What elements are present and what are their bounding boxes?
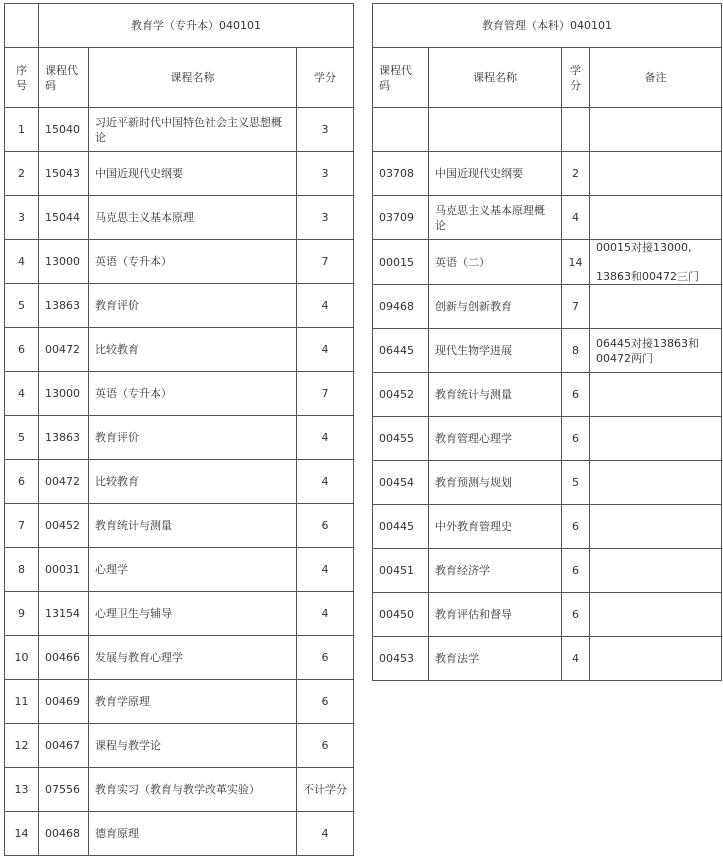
left-credit: 4 <box>297 460 354 504</box>
right-name: 教育统计与测量 <box>429 373 562 417</box>
right-note-line: 00015对接13000, <box>596 241 692 254</box>
left-seq: 7 <box>5 504 39 548</box>
left-row <box>5 328 354 372</box>
left-code: 07556 <box>39 768 89 812</box>
left-header-name: 课程名称 <box>89 48 297 108</box>
left-seq: 13 <box>5 768 39 812</box>
left-seq: 14 <box>5 812 39 856</box>
left-seq: 5 <box>5 416 39 460</box>
left-row <box>5 548 354 592</box>
right-code: 06445 <box>373 329 429 373</box>
left-credit: 4 <box>297 328 354 372</box>
left-name: 比较教育 <box>89 328 297 372</box>
left-seq: 5 <box>5 284 39 328</box>
left-seq: 2 <box>5 152 39 196</box>
left-header-credit: 学分 <box>297 48 354 108</box>
left-code: 13863 <box>39 284 89 328</box>
left-seq: 4 <box>5 372 39 416</box>
right-row <box>373 637 722 681</box>
left-code: 00469 <box>39 680 89 724</box>
right-row <box>373 108 722 152</box>
right-name: 马克思主义基本原理概论 <box>429 196 562 240</box>
left-name: 发展与教育心理学 <box>89 636 297 680</box>
left-credit: 4 <box>297 416 354 460</box>
left-name: 马克思主义基本原理 <box>89 196 297 240</box>
left-name: 心理学 <box>89 548 297 592</box>
right-note <box>590 417 722 461</box>
left-corner-cell <box>5 4 39 48</box>
left-row <box>5 636 354 680</box>
left-seq: 10 <box>5 636 39 680</box>
left-code: 00472 <box>39 460 89 504</box>
left-credit: 6 <box>297 680 354 724</box>
left-row <box>5 724 354 768</box>
left-seq: 6 <box>5 328 39 372</box>
left-table-title: 教育学（专升本）040101 <box>39 4 354 48</box>
right-row <box>373 461 722 505</box>
left-header-code: 课程代码 <box>39 48 89 108</box>
left-row <box>5 108 354 152</box>
right-name: 教育评估和督导 <box>429 593 562 637</box>
left-code: 00466 <box>39 636 89 680</box>
right-code: 09468 <box>373 285 429 329</box>
right-row <box>373 152 722 196</box>
left-credit: 6 <box>297 504 354 548</box>
left-credit: 7 <box>297 240 354 284</box>
left-code: 00472 <box>39 328 89 372</box>
left-name: 中国近现代史纲要 <box>89 152 297 196</box>
right-note <box>590 593 722 637</box>
left-name: 教育学原理 <box>89 680 297 724</box>
left-code: 15044 <box>39 196 89 240</box>
left-credit: 4 <box>297 548 354 592</box>
left-seq: 9 <box>5 592 39 636</box>
left-seq: 11 <box>5 680 39 724</box>
left-code: 00452 <box>39 504 89 548</box>
left-row <box>5 812 354 856</box>
right-title-row <box>373 4 722 48</box>
right-name: 现代生物学进展 <box>429 329 562 373</box>
left-row <box>5 768 354 812</box>
right-note <box>590 505 722 549</box>
left-credit: 不计学分 <box>297 768 354 812</box>
right-row <box>373 505 722 549</box>
right-credit: 4 <box>562 196 590 240</box>
left-seq: 4 <box>5 240 39 284</box>
right-curriculum-table <box>372 3 722 681</box>
left-title-row <box>5 4 354 48</box>
right-code: 00015 <box>373 240 429 285</box>
right-code <box>373 108 429 152</box>
right-credit <box>562 108 590 152</box>
left-curriculum-table <box>4 3 354 856</box>
right-note <box>590 373 722 417</box>
left-seq: 12 <box>5 724 39 768</box>
left-name: 教育统计与测量 <box>89 504 297 548</box>
right-note <box>590 637 722 681</box>
left-name: 习近平新时代中国特色社会主义思想概论 <box>89 108 297 152</box>
right-header-note: 备注 <box>590 48 722 108</box>
left-code: 13863 <box>39 416 89 460</box>
right-note <box>590 461 722 505</box>
left-row <box>5 592 354 636</box>
left-credit: 7 <box>297 372 354 416</box>
left-row <box>5 416 354 460</box>
right-note <box>590 152 722 196</box>
left-code: 13000 <box>39 240 89 284</box>
left-row <box>5 152 354 196</box>
right-credit: 7 <box>562 285 590 329</box>
left-row <box>5 240 354 284</box>
left-name: 心理卫生与辅导 <box>89 592 297 636</box>
left-credit: 3 <box>297 152 354 196</box>
right-name <box>429 108 562 152</box>
left-code: 13000 <box>39 372 89 416</box>
left-name: 教育实习（教育与教学改革实验） <box>89 768 297 812</box>
left-credit: 6 <box>297 724 354 768</box>
right-note-line: 13863和00472三门 <box>596 270 699 283</box>
left-code: 00031 <box>39 548 89 592</box>
right-note <box>590 549 722 593</box>
right-note <box>590 108 722 152</box>
right-row <box>373 373 722 417</box>
left-row <box>5 372 354 416</box>
left-credit: 3 <box>297 108 354 152</box>
right-credit: 6 <box>562 593 590 637</box>
left-credit: 4 <box>297 284 354 328</box>
left-credit: 4 <box>297 592 354 636</box>
left-name: 英语（专升本） <box>89 372 297 416</box>
left-code: 00468 <box>39 812 89 856</box>
right-code: 00452 <box>373 373 429 417</box>
right-code: 00451 <box>373 549 429 593</box>
right-header-credit: 学分 <box>562 48 590 108</box>
right-note: 06445对接13863和00472两门 <box>590 329 722 373</box>
right-name: 教育法学 <box>429 637 562 681</box>
left-code: 00467 <box>39 724 89 768</box>
right-header-code: 课程代码 <box>373 48 429 108</box>
right-table-title: 教育管理（本科）040101 <box>373 4 722 48</box>
right-row <box>373 417 722 461</box>
left-credit: 6 <box>297 636 354 680</box>
left-name: 课程与教学论 <box>89 724 297 768</box>
right-credit: 6 <box>562 505 590 549</box>
right-code: 00450 <box>373 593 429 637</box>
right-credit: 6 <box>562 417 590 461</box>
left-seq: 1 <box>5 108 39 152</box>
right-credit: 5 <box>562 461 590 505</box>
right-header-row <box>373 48 722 108</box>
left-name: 德育原理 <box>89 812 297 856</box>
left-name: 比较教育 <box>89 460 297 504</box>
left-name: 教育评价 <box>89 284 297 328</box>
right-name: 教育管理心理学 <box>429 417 562 461</box>
left-header-row <box>5 48 354 108</box>
right-note <box>590 285 722 329</box>
right-header-name: 课程名称 <box>429 48 562 108</box>
right-credit: 8 <box>562 329 590 373</box>
right-name: 中外教育管理史 <box>429 505 562 549</box>
left-code: 15043 <box>39 152 89 196</box>
right-name: 教育预测与规划 <box>429 461 562 505</box>
right-code: 00455 <box>373 417 429 461</box>
left-seq: 8 <box>5 548 39 592</box>
right-name: 教育经济学 <box>429 549 562 593</box>
right-code: 03708 <box>373 152 429 196</box>
right-credit: 14 <box>562 240 590 285</box>
left-name: 教育评价 <box>89 416 297 460</box>
right-credit: 4 <box>562 637 590 681</box>
left-credit: 3 <box>297 196 354 240</box>
left-row <box>5 460 354 504</box>
right-code: 00453 <box>373 637 429 681</box>
right-code: 00445 <box>373 505 429 549</box>
right-credit: 6 <box>562 373 590 417</box>
left-seq: 6 <box>5 460 39 504</box>
right-note <box>590 240 722 285</box>
right-note <box>590 196 722 240</box>
right-row <box>373 549 722 593</box>
right-name: 中国近现代史纲要 <box>429 152 562 196</box>
right-credit: 6 <box>562 549 590 593</box>
right-row <box>373 196 722 240</box>
left-code: 15040 <box>39 108 89 152</box>
right-code: 00454 <box>373 461 429 505</box>
left-credit: 4 <box>297 812 354 856</box>
right-name: 英语（二） <box>429 240 562 285</box>
left-header-seq: 序号 <box>5 48 39 108</box>
right-name: 创新与创新教育 <box>429 285 562 329</box>
left-seq: 3 <box>5 196 39 240</box>
left-row <box>5 504 354 548</box>
left-name: 英语（专升本） <box>89 240 297 284</box>
right-credit: 2 <box>562 152 590 196</box>
right-row <box>373 285 722 329</box>
left-code: 13154 <box>39 592 89 636</box>
left-row <box>5 680 354 724</box>
right-code: 03709 <box>373 196 429 240</box>
left-row <box>5 196 354 240</box>
left-row <box>5 284 354 328</box>
